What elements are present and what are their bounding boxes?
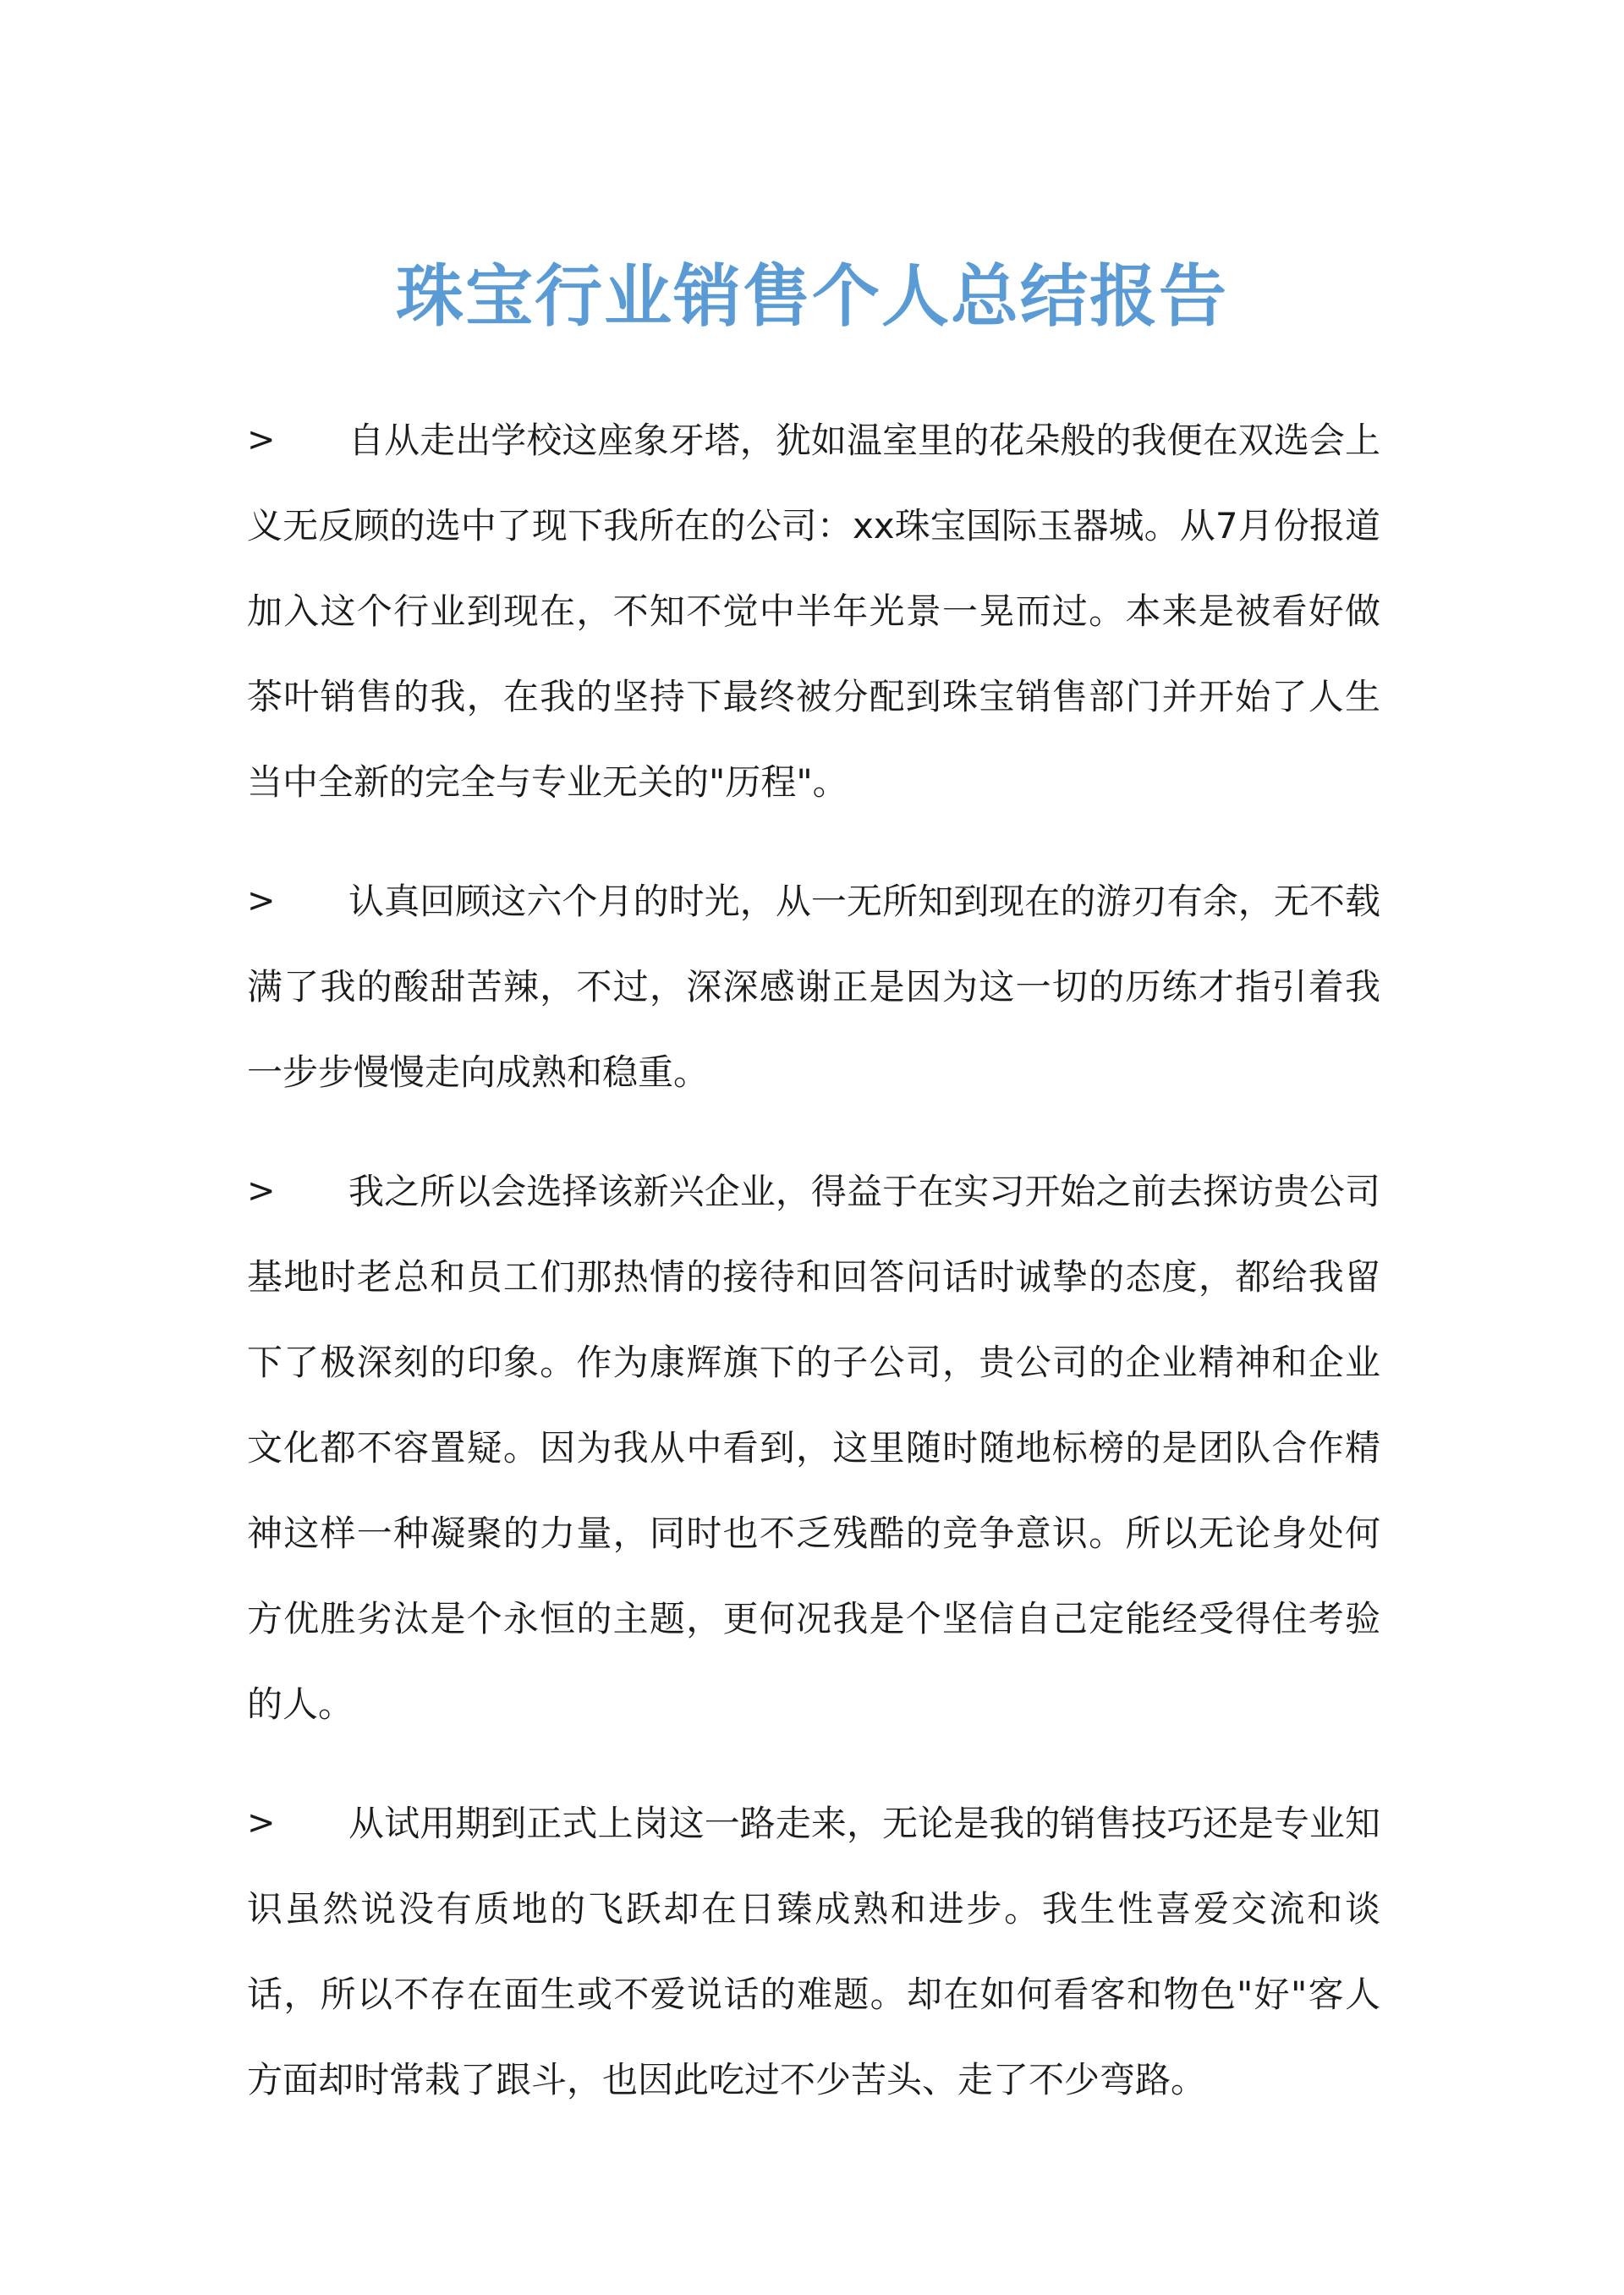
- paragraph-marker: >: [247, 1172, 276, 1211]
- paragraph-text: 自从走出学校这座象牙塔，犹如温室里的花朵般的我便在双选会上义无反顾的选中了现下我所在的公司：xx珠宝国际玉器城。从7月份报道加入这个行业到现在，不知不觉中半年光景一晃而过。本来是被看好做茶叶销售的我，在我的坚持下最终被分配到珠宝销售部门并开始了人生当中全新的完全与专业无关的"历程"。: [247, 420, 1380, 803]
- document-title: 珠宝行业销售个人总结报告: [396, 257, 1228, 336]
- paragraph-1: [247, 398, 1380, 825]
- paragraph-2: [247, 859, 1380, 1115]
- paragraph-marker: >: [247, 881, 276, 920]
- document-body: [247, 398, 1380, 2156]
- paragraph-3: [247, 1149, 1380, 1747]
- paragraph-4: [247, 1781, 1380, 2122]
- paragraph-marker: >: [247, 420, 276, 459]
- paragraph-marker: >: [247, 1804, 276, 1842]
- paragraph-text: 我之所以会选择该新兴企业，得益于在实习开始之前去探访贵公司基地时老总和员工们那热情的接待和回答问话时诚挚的态度，都给我留下了极深刻的印象。作为康辉旗下的子公司，贵公司的企业精神和企业文化都不容置疑。因为我从中看到，这里随时随地标榜的是团队合作精神这样一种凝聚的力量，同时也不乏残酷的竞争意识。所以无论身处何方优胜劣汰是个永恒的主题，更何况我是个坚信自己定能经受得住考验的人。: [247, 1171, 1380, 1725]
- paragraph-text: 认真回顾这六个月的时光，从一无所知到现在的游刃有余，无不载满了我的酸甜苦辣，不过，深深感谢正是因为这一切的历练才指引着我一步步慢慢走向成熟和稳重。: [247, 881, 1380, 1093]
- paragraph-text: 从试用期到正式上岗这一路走来，无论是我的销售技巧还是专业知识虽然说没有质地的飞跃却在日臻成熟和进步。我生性喜爱交流和谈话，所以不存在面生或不爱说话的难题。却在如何看客和物色"好"客人方面却时常栽了跟斗，也因此吃过不少苦头、走了不少弯路。: [247, 1803, 1380, 2100]
